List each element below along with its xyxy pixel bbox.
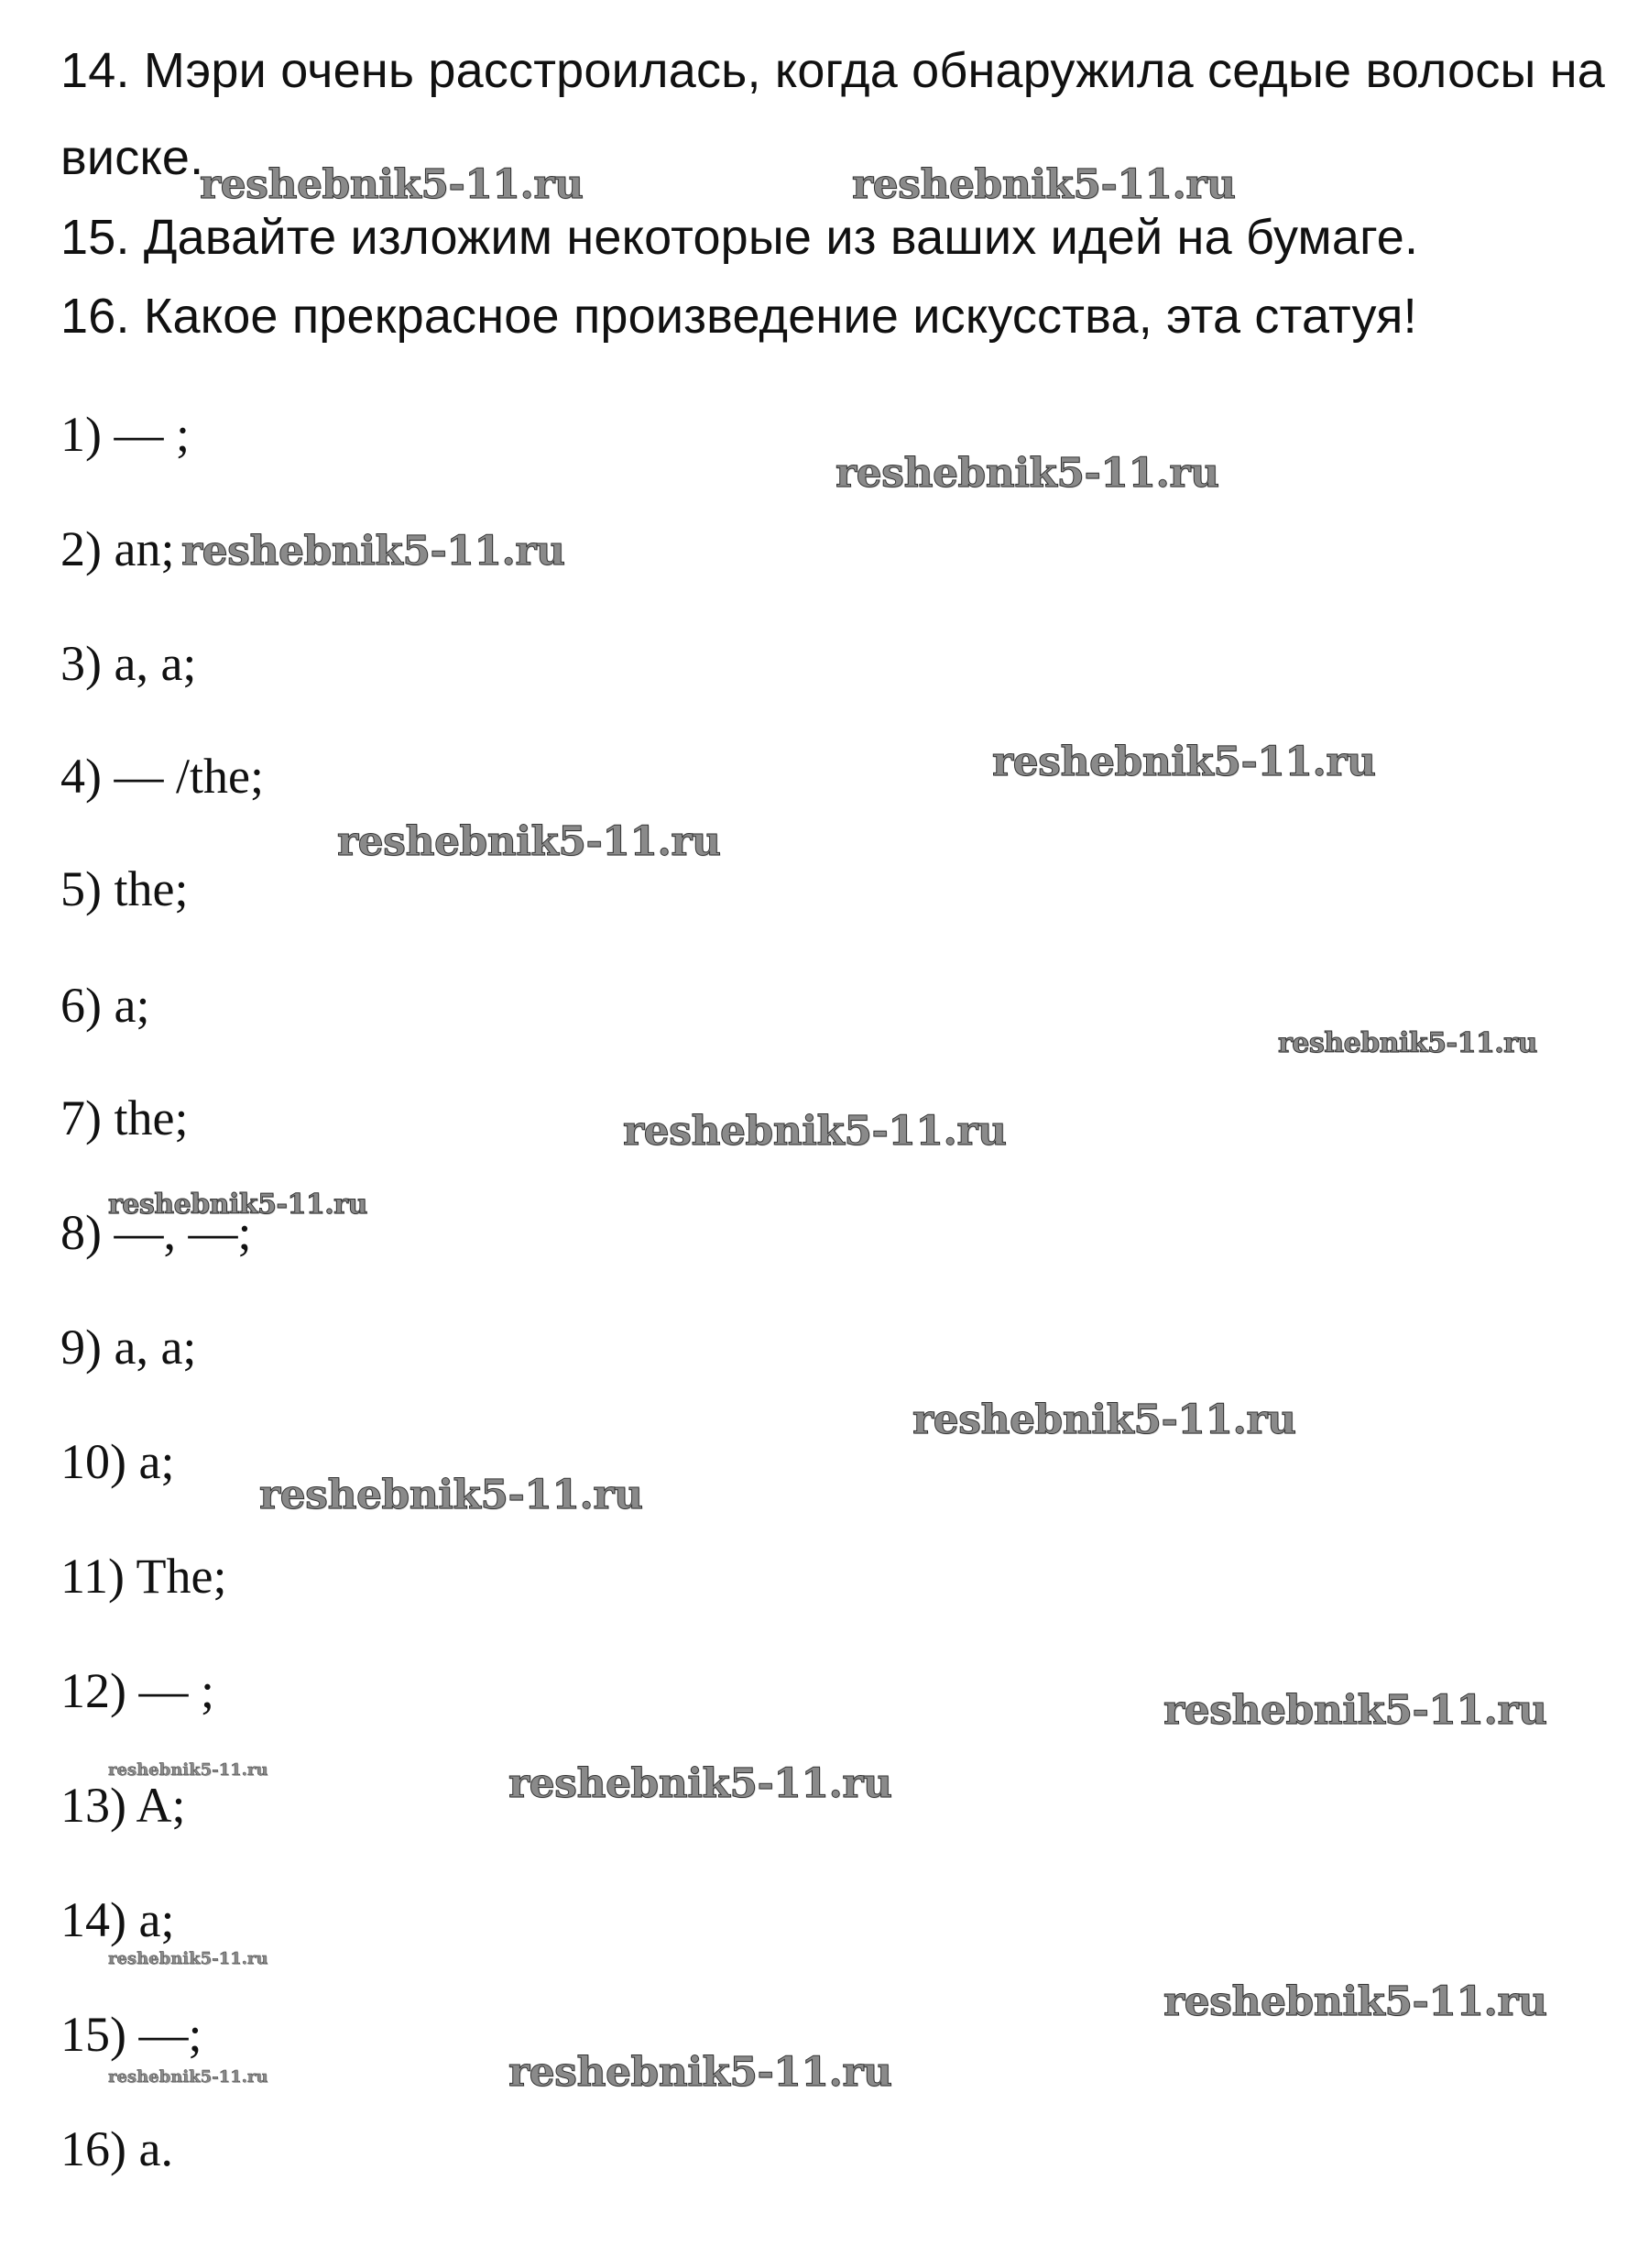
watermark: reshebnik5-11.ru: [337, 818, 721, 865]
watermark: reshebnik5-11.ru: [1163, 1687, 1547, 1734]
answer-4: 4) — /the;: [60, 749, 264, 804]
watermark: reshebnik5-11.ru: [259, 1472, 643, 1518]
answer-13: 13) A;: [60, 1778, 186, 1833]
watermark: reshebnik5-11.ru: [200, 161, 584, 208]
sentence-14-line2: виске.: [60, 130, 204, 185]
answer-5: 5) the;: [60, 861, 189, 916]
watermark: reshebnik5-11.ru: [508, 2049, 892, 2096]
watermark: reshebnik5-11.ru: [992, 739, 1376, 785]
watermark: reshebnik5-11.ru: [623, 1108, 1007, 1155]
watermark: reshebnik5-11.ru: [912, 1397, 1296, 1443]
answer-14: 14) a;: [60, 1892, 175, 1947]
sentence-14-line1: 14. Мэри очень расстроилась, когда обнаружила седые волосы на: [60, 43, 1605, 98]
watermark: reshebnik5-11.ru: [181, 528, 565, 575]
answer-16: 16) a.: [60, 2121, 173, 2176]
answer-7: 7) the;: [60, 1090, 189, 1145]
watermark: reshebnik5-11.ru: [108, 1760, 268, 1780]
watermark: reshebnik5-11.ru: [108, 1949, 268, 1968]
sentence-16: 16. Какое прекрасное произведение искусства, эта статуя!: [60, 289, 1417, 344]
answer-1: 1) — ;: [60, 407, 190, 462]
watermark: reshebnik5-11.ru: [108, 1189, 367, 1221]
sentence-15: 15. Давайте изложим некоторые из ваших идей на бумаге.: [60, 210, 1419, 265]
watermark: reshebnik5-11.ru: [108, 2067, 268, 2087]
answer-3: 3) a, a;: [60, 636, 197, 691]
answer-8: 8) —, —;: [60, 1205, 252, 1260]
watermark: reshebnik5-11.ru: [852, 161, 1236, 208]
answer-2: 2) an;: [60, 521, 175, 576]
watermark: reshebnik5-11.ru: [1163, 1978, 1547, 2025]
answer-10: 10) a;: [60, 1434, 175, 1489]
answer-15: 15) —;: [60, 2007, 202, 2062]
watermark: reshebnik5-11.ru: [1278, 1027, 1537, 1059]
answer-6: 6) a;: [60, 978, 150, 1033]
answer-11: 11) The;: [60, 1549, 227, 1604]
watermark: reshebnik5-11.ru: [835, 450, 1219, 497]
watermark: reshebnik5-11.ru: [508, 1760, 892, 1807]
answer-9: 9) a, a;: [60, 1320, 197, 1375]
answer-12: 12) — ;: [60, 1663, 214, 1718]
